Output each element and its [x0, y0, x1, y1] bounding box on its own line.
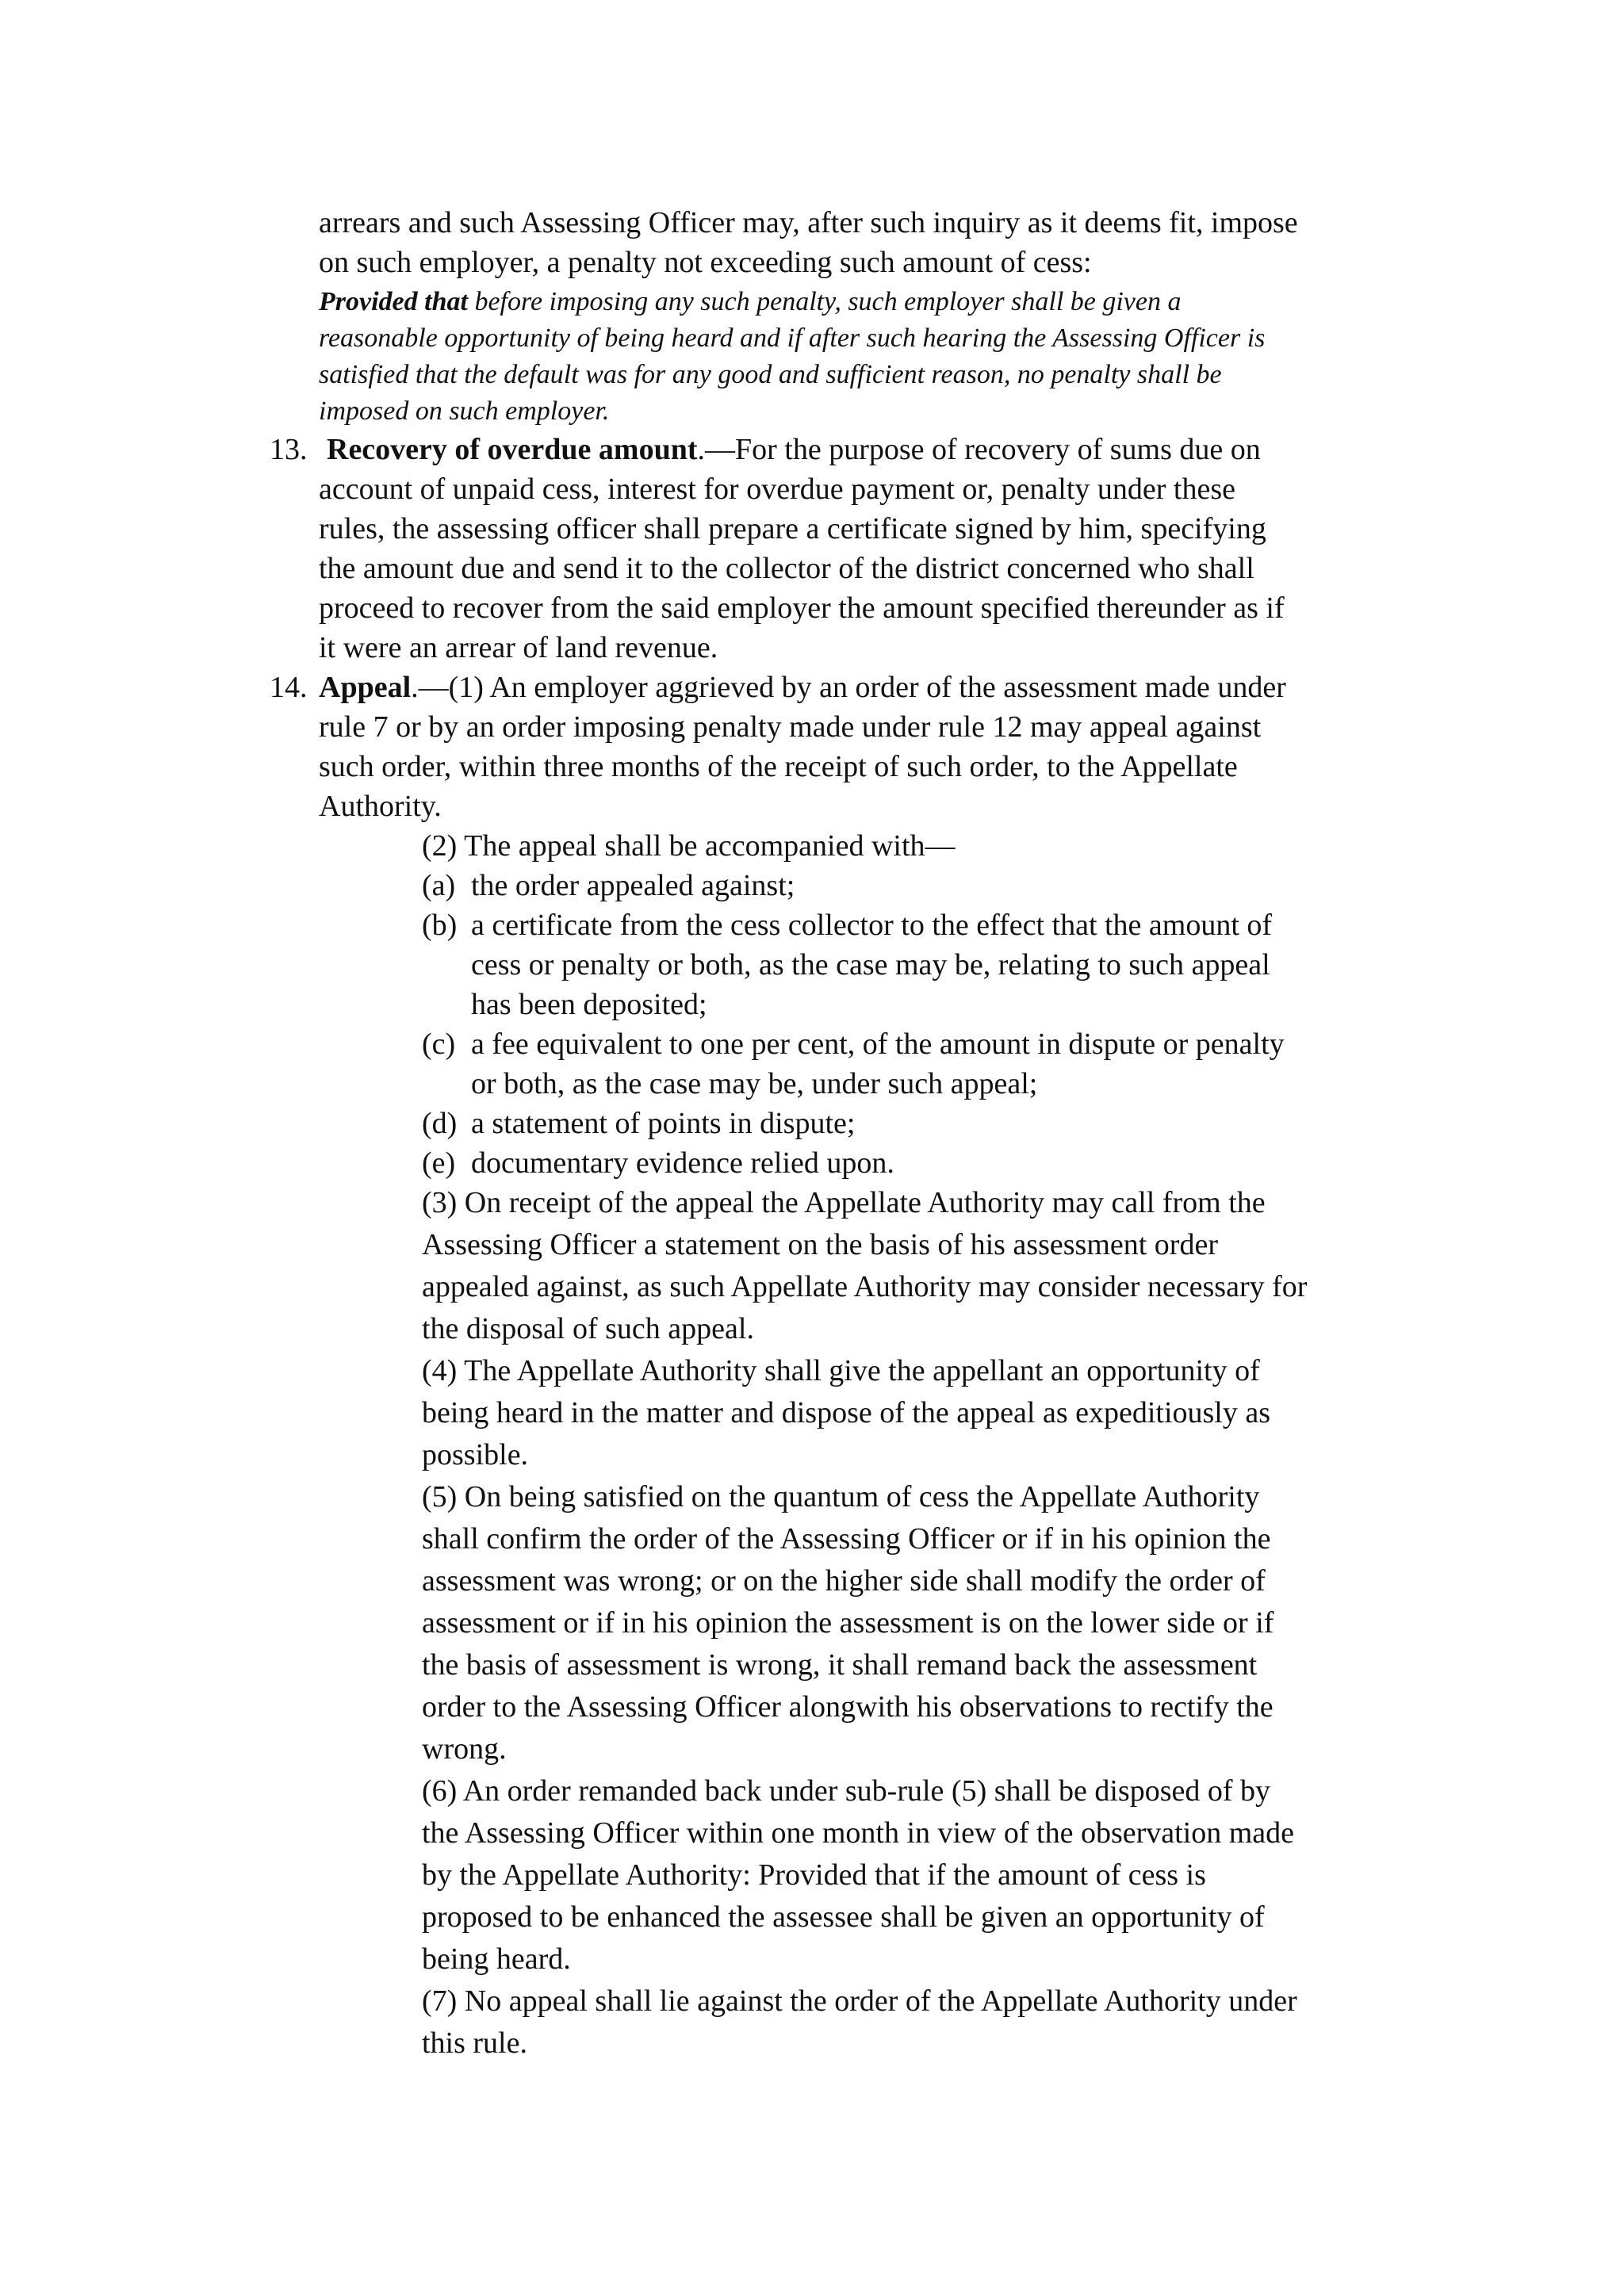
sub-rule-3-line: (3) On receipt of the appeal the Appellate Authority may call from the — [422, 1186, 1266, 1219]
item-c-line: a fee equivalent to one per cent, of the amount in dispute or penalty — [471, 1027, 1285, 1061]
sub-rule-6-line: being heard. — [422, 1942, 571, 1976]
sub-rule-5-line: shall confirm the order of the Assessing Officer or if in his opinion the — [422, 1522, 1271, 1556]
rule-14-line: rule 7 or by an order imposing penalty made under rule 12 may appeal against — [319, 710, 1262, 744]
sub-rule-6-line: (6) An order remanded back under sub-rule (5) shall be disposed of by — [422, 1774, 1271, 1808]
sub-rule-6-line: the Assessing Officer within one month in view of the observation made — [422, 1816, 1295, 1850]
sub-rule-7-line: this rule. — [422, 2026, 527, 2060]
rule-14-first-line-rest: .—(1) An employer aggrieved by an order of the assessment made under — [411, 671, 1286, 704]
item-e-line: documentary evidence relied upon. — [471, 1146, 894, 1180]
sub-rule-5-line: order to the Assessing Officer alongwith his observations to rectify the — [422, 1690, 1274, 1724]
sub-rule-7-line: (7) No appeal shall lie against the order of the Appellate Authority under — [422, 1984, 1297, 2018]
item-d-line: a statement of points in dispute; — [471, 1107, 856, 1140]
sub-rule-5-line: assessment was wrong; or on the higher side shall modify the order of — [422, 1564, 1266, 1598]
item-a-label: (a) — [422, 869, 456, 902]
sub-rule-3-line: Assessing Officer a statement on the basis of his assessment order — [422, 1228, 1218, 1261]
rule-13-heading: Recovery of overdue amount — [327, 433, 698, 466]
proviso-text-1: before imposing any such penalty, such employer shall be given a — [467, 287, 1182, 316]
item-b-label: (b) — [422, 909, 458, 942]
rule-13-line: proceed to recover from the said employer the amount specified thereunder as if — [319, 591, 1285, 625]
item-a-line: the order appealed against; — [471, 869, 795, 902]
sub-rule-4-line: possible. — [422, 1438, 529, 1471]
proviso-line-2: reasonable opportunity of being heard and if after such hearing the Assessing Officer is — [319, 323, 1266, 353]
rule-13-line: account of unpaid cess, interest for overdue payment or, penalty under these — [319, 473, 1236, 506]
rule-14-number: 14. — [270, 671, 308, 704]
sub-rule-6-line: proposed to be enhanced the assessee shall be given an opportunity of — [422, 1900, 1265, 1934]
item-b-line: cess or penalty or both, as the case may be, relating to such appeal — [471, 948, 1270, 982]
item-d-label: (d) — [422, 1107, 458, 1140]
rule-14-line: such order, within three months of the receipt of such order, to the Appellate — [319, 750, 1238, 783]
rule-14-first-line — [319, 668, 1286, 707]
rule-14-line: Authority. — [319, 790, 442, 823]
sub-rule-3-line: the disposal of such appeal. — [422, 1312, 754, 1345]
item-b-line: a certificate from the cess collector to the effect that the amount of — [471, 909, 1273, 942]
item-c-line: or both, as the case may be, under such appeal; — [471, 1067, 1038, 1100]
sub-rule-5-line: assessment or if in his opinion the assessment is on the lower side or if — [422, 1606, 1274, 1640]
rule-13-line: rules, the assessing officer shall prepare a certificate signed by him, specifying — [319, 512, 1266, 545]
rule-13-line: it were an arrear of land revenue. — [319, 631, 718, 664]
rule-13-first-line — [327, 430, 1261, 469]
sub-rule-2: (2) The appeal shall be accompanied with— — [422, 829, 956, 863]
proviso-lead: Provided that — [319, 287, 468, 316]
rule-13-first-line-rest: .—For the purpose of recovery of sums due on — [697, 433, 1261, 466]
proviso-line-3: satisfied that the default was for any good and sufficient reason, no penalty shall be — [319, 360, 1222, 389]
proviso-line-4: imposed on such employer. — [319, 396, 610, 426]
sub-rule-5-line: (5) On being satisfied on the quantum of cess the Appellate Authority — [422, 1480, 1260, 1513]
item-e-label: (e) — [422, 1146, 456, 1180]
sub-rule-5-line: the basis of assessment is wrong, it shall remand back the assessment — [422, 1648, 1258, 1682]
sub-rule-5-line: wrong. — [422, 1732, 507, 1766]
intro-line-2: on such employer, a penalty not exceeding such amount of cess: — [319, 246, 1092, 279]
sub-rule-3-line: appealed against, as such Appellate Authority may consider necessary for — [422, 1270, 1308, 1303]
item-b-line: has been deposited; — [471, 988, 707, 1021]
intro-line-1: arrears and such Assessing Officer may, after such inquiry as it deems fit, impose — [319, 206, 1298, 239]
sub-rule-6-line: by the Appellate Authority: Provided that if the amount of cess is — [422, 1858, 1206, 1892]
sub-rule-4-line: (4) The Appellate Authority shall give the appellant an opportunity of — [422, 1354, 1260, 1387]
sub-rule-4-line: being heard in the matter and dispose of the appeal as expeditiously as — [422, 1396, 1271, 1429]
rule-13-number: 13. — [270, 433, 308, 466]
rule-13-line: the amount due and send it to the collector of the district concerned who shall — [319, 552, 1254, 585]
item-c-label: (c) — [422, 1027, 456, 1061]
rule-14-heading: Appeal — [319, 671, 412, 704]
proviso-line-1 — [319, 282, 1182, 322]
